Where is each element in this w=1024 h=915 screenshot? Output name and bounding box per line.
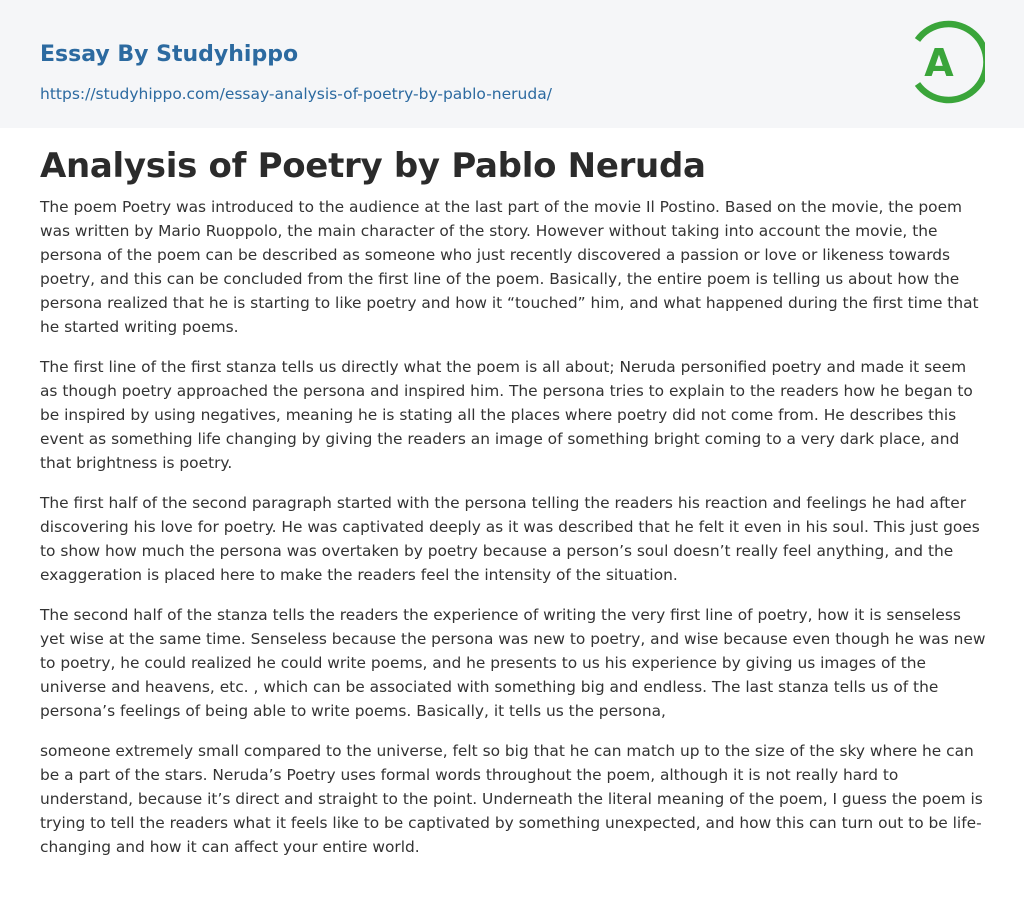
studyhippo-logo-icon[interactable]	[913, 20, 985, 104]
essay-paragraph: The second half of the stanza tells the readers the experience of writing the very first line of poetry, how it is senseless yet wise at the same time. Senseless because the persona was new to poetry, and wise because even though he was new to poetry, he could realized he could write poems, and he presents to us his experience by giving us images of the universe and heavens, etc. , which can be associated with something big and endless. The last stanza tells us of the persona’s feelings of being able to write poems. Basically, it tells us the persona,	[40, 606, 986, 720]
essay-paragraph: The first line of the first stanza tells us directly what the poem is all about; Neruda personified poetry and made it seem as though poetry approached the persona and inspired him. The persona tries to explain to the readers how he began to be inspired by using negatives, meaning he is stating all the places where poetry did not come from. He describes this event as something life changing by giving the readers an image of something bright coming to a very dark place, and that brightness is poetry.	[40, 358, 973, 472]
site-brand[interactable]: Essay By Studyhippo	[40, 42, 299, 67]
page-title: Analysis of Poetry by Pablo Neruda	[40, 146, 706, 186]
essay-url-link[interactable]: https://studyhippo.com/essay-analysis-of-poetry-by-pablo-neruda/	[40, 85, 552, 103]
essay-paragraph: The poem Poetry was introduced to the audience at the last part of the movie Il Postino. Based on the movie, the poem was written by Mario Ruoppolo, the main character of the story. However without taking into account the movie, the persona of the poem can be described as someone who just recently discovered a passion or love or likeness towards poetry, and this can be concluded from the first line of the poem. Basically, the entire poem is telling us about how the persona realized that he is starting to like poetry and how it “touched” him, and what happened during the first time that he started writing poems.	[40, 198, 979, 336]
site-header	[0, 0, 1024, 128]
essay-paragraph: someone extremely small compared to the universe, felt so big that he can match up to the size of the sky where he can be a part of the stars. Neruda’s Poetry uses formal words throughout the poem, although it is not really hard to understand, because it’s direct and straight to the point. Underneath the literal meaning of the poem, I guess the poem is trying to tell the readers what it feels like to be captivated by something unexpected, and how this can turn out to be life-changing and how it can affect your entire world.	[40, 742, 983, 856]
logo-letter: A	[924, 41, 954, 85]
essay-paragraph: The first half of the second paragraph started with the persona telling the readers his reaction and feelings he had after discovering his love for poetry. He was captivated deeply as it was described that he felt it even in his soul. This just goes to show how much the persona was overtaken by poetry because a person’s soul doesn’t really feel anything, and the exaggeration is placed here to make the readers feel the intensity of the situation.	[40, 494, 980, 584]
essay-body	[40, 195, 988, 875]
